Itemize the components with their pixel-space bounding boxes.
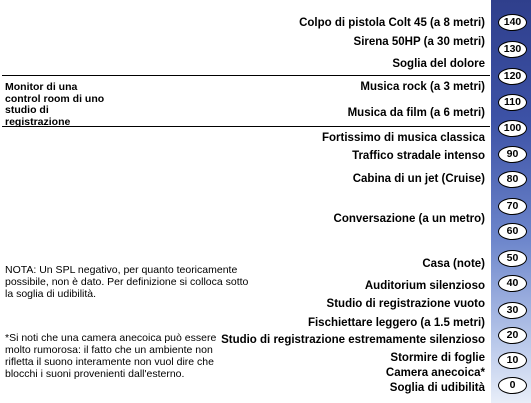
tick-140: 140 — [498, 14, 527, 31]
sound-traffic: Traffico stradale intenso — [352, 150, 485, 162]
tick-50: 50 — [498, 250, 527, 267]
sound-studio-silent: Studio di registrazione estremamente silenzioso — [221, 334, 485, 346]
tick-100: 100 — [498, 120, 527, 137]
monitor-control-room-label: Monitor di una control room di uno studio di registrazione — [5, 81, 105, 128]
sound-jet-cabin: Cabina di un jet (Cruise) — [352, 173, 485, 185]
sound-studio-empty: Studio di registrazione vuoto — [326, 298, 485, 310]
tick-90: 90 — [498, 146, 527, 163]
tick-120: 120 — [498, 68, 527, 85]
tick-130: 130 — [498, 41, 527, 58]
sound-auditorium: Auditorium silenzioso — [364, 280, 485, 292]
sound-siren: Sirena 50HP (a 30 metri) — [353, 36, 485, 48]
sound-classical: Fortissimo di musica classica — [322, 132, 485, 144]
sound-anechoic: Camera anecoica* — [385, 367, 485, 379]
tick-80: 80 — [498, 171, 527, 188]
tick-30: 30 — [498, 302, 527, 319]
tick-110: 110 — [498, 94, 527, 111]
anechoic-note: *Si noti che una camera anecoica può essere molto rumorosa: il fatto che un ambiente non rifletta il suono interamente non vuol dire che blocchi i suoni provenienti dall'esterno. — [5, 332, 217, 380]
sound-home: Casa (note) — [422, 258, 485, 270]
sound-hearing-threshold: Soglia di udibilità — [389, 382, 485, 394]
sound-rock: Musica rock (a 3 metri) — [360, 81, 485, 93]
tick-40: 40 — [498, 275, 527, 292]
monitor-range-top-line — [2, 75, 490, 76]
spl-note: NOTA: Un SPL negativo, per quanto teoricamente possibile, non è dato. Per definizione si colloca sotto la soglia di udibilità. — [5, 264, 249, 300]
tick-0: 0 — [498, 377, 527, 394]
tick-60: 60 — [498, 223, 527, 240]
sound-pain-threshold: Soglia del dolore — [392, 58, 485, 70]
sound-colt45: Colpo di pistola Colt 45 (a 8 metri) — [299, 17, 485, 29]
tick-10: 10 — [498, 352, 527, 369]
tick-70: 70 — [498, 198, 527, 215]
tick-20: 20 — [498, 327, 527, 344]
sound-film: Musica da film (a 6 metri) — [347, 107, 485, 119]
sound-leaves: Stormire di foglie — [390, 352, 485, 364]
sound-whistle: Fischiettare leggero (a 1.5 metri) — [307, 317, 485, 329]
sound-conversation: Conversazione (a un metro) — [333, 213, 485, 225]
